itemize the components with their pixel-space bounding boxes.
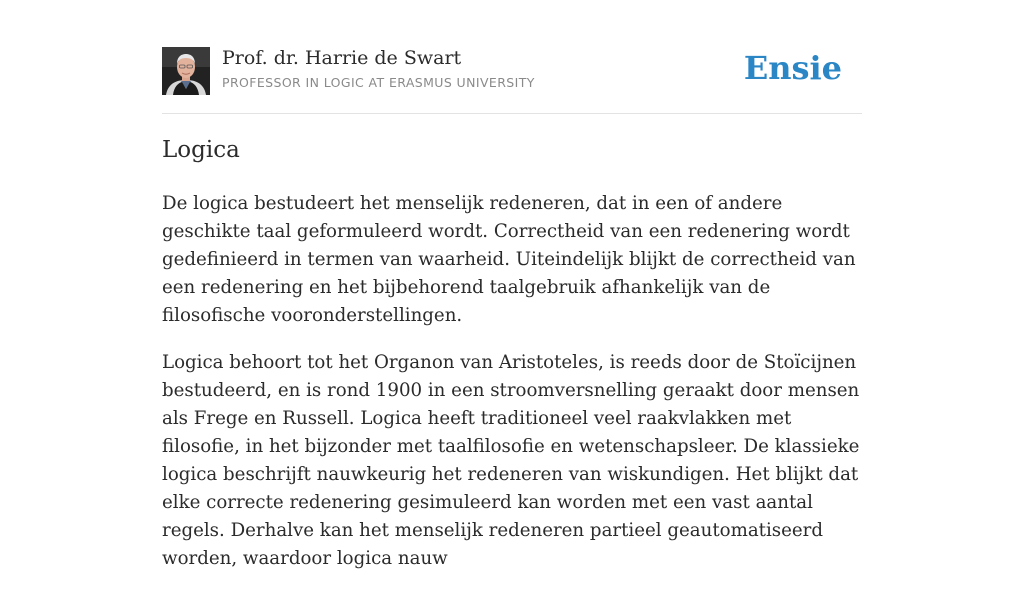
author-header bbox=[162, 47, 862, 114]
author-photo bbox=[162, 47, 210, 95]
article-paragraph: Logica behoort tot het Organon van Aristoteles, is reeds door de Stoïcijnen bestudeerd, en is rond 1900 in een stroomversnelling geraakt door mensen als Frege en Russell. Logica heeft traditioneel veel raakvlakken met filosofie, in het bijzonder met taalfilosofie en wetenschapsleer. De klassieke logica beschrijft nauwkeurig het redeneren van wiskundigen. Het blijkt dat elke correcte redenering gesimuleerd kan worden met een vast aantal regels. Derhalve kan het menselijk redeneren partieel geautomatiseerd worden, waardoor logica nauw bbox=[162, 352, 860, 569]
article-paragraph: De logica bestudeert het menselijk redeneren, dat in een of andere geschikte taal geformuleerd wordt. Correctheid van een redenering wordt gedefinieerd in termen van waarheid. Uiteindelijk blijkt de correctheid van een redenering en het bijbehorend taalgebruik afhankelijk van de filosofische vooronderstellingen. bbox=[162, 193, 856, 326]
brand-logo[interactable]: Ensie bbox=[743, 49, 842, 87]
article-title: Logica bbox=[162, 137, 240, 163]
author-name[interactable]: Prof. dr. Harrie de Swart bbox=[222, 47, 462, 69]
author-title: PROFESSOR IN LOGIC AT ERASMUS UNIVERSITY bbox=[222, 75, 535, 90]
author-avatar[interactable] bbox=[162, 47, 210, 95]
article-body bbox=[162, 190, 867, 592]
